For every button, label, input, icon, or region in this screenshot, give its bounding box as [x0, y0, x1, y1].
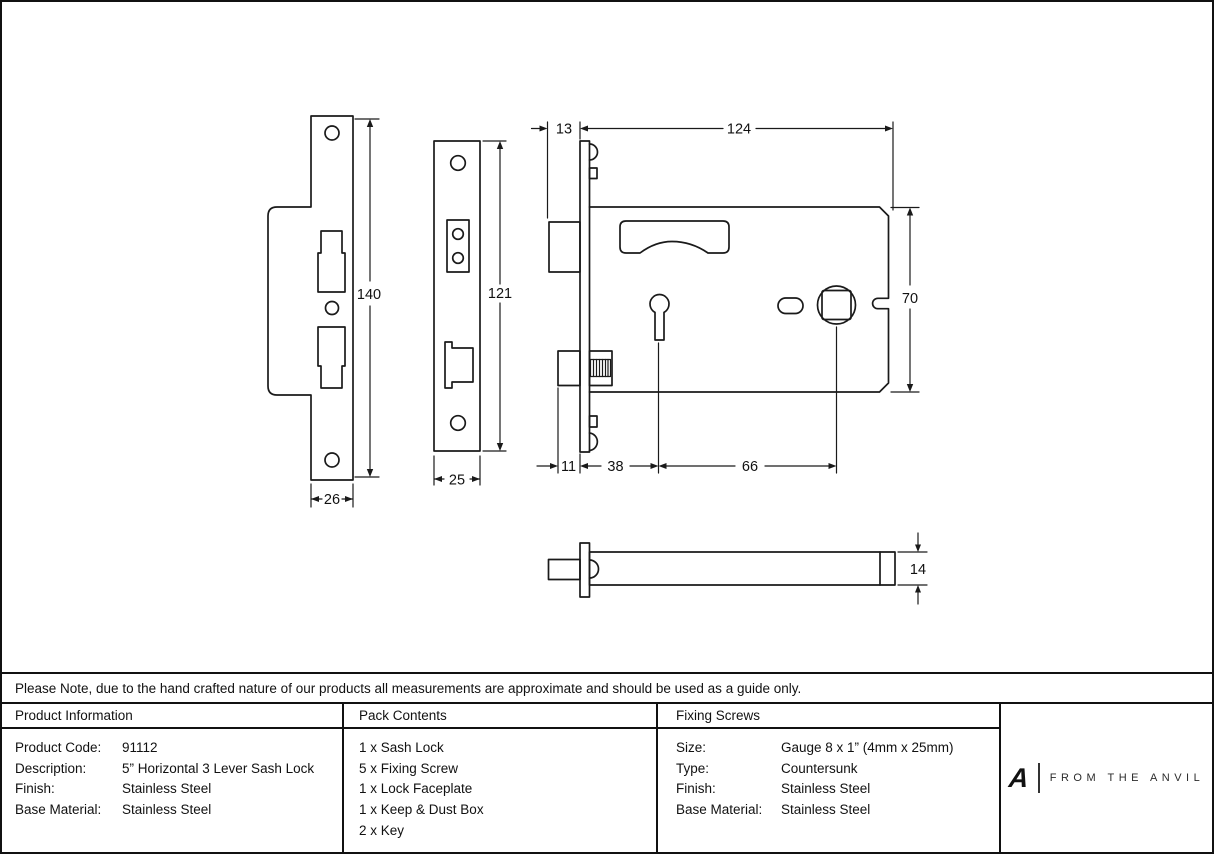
keep-recess-top — [318, 231, 345, 292]
logo-wordmark: FROM THE ANVIL — [1049, 772, 1205, 784]
latch-bolt — [558, 351, 580, 386]
table-row — [15, 800, 342, 821]
keep-screw-hole-top — [325, 126, 339, 140]
row-value: Stainless Steel — [781, 802, 871, 818]
row-label: Size: — [676, 740, 707, 755]
table-row — [676, 738, 999, 759]
dim-14: 14 — [909, 562, 927, 578]
fixing-screws-body — [658, 729, 999, 821]
list-item: 1 x Keep & Dust Box — [359, 802, 484, 818]
keep-recess-bottom — [318, 327, 345, 388]
lock-case-edge — [590, 552, 896, 585]
pack-contents-column — [344, 704, 658, 852]
dim-124: 124 — [726, 121, 752, 138]
note-band — [2, 672, 1212, 704]
row-value: Stainless Steel — [122, 802, 212, 818]
from-the-anvil-logo — [1009, 763, 1204, 793]
dim-140: 140 — [356, 287, 382, 303]
dimension-arrowheads — [311, 119, 921, 593]
pack-contents-header — [344, 704, 656, 729]
list-item: 1 x Sash Lock — [359, 740, 444, 755]
bolt-profile — [549, 560, 581, 580]
keyhole — [650, 295, 669, 340]
row-value: Stainless Steel — [781, 781, 871, 797]
product-information-body — [2, 729, 342, 821]
row-value: 91112 — [122, 740, 158, 755]
row-label: Base Material: — [15, 802, 102, 818]
deadbolt — [549, 222, 580, 272]
dim-38: 38 — [607, 459, 624, 475]
row-label: Finish: — [15, 781, 55, 797]
product-information-title: Product Information — [15, 708, 133, 723]
table-row — [15, 738, 342, 759]
info-table — [2, 704, 1212, 852]
keep-plate-view — [268, 116, 353, 480]
product-information-header — [2, 704, 342, 729]
keep-screw-hole-bottom — [325, 453, 339, 467]
dim-70: 70 — [901, 291, 919, 307]
brand-cell — [1001, 704, 1212, 852]
dim-25: 25 — [448, 472, 466, 489]
list-item: 5 x Fixing Screw — [359, 760, 459, 776]
row-label: Type: — [676, 760, 710, 776]
dim-11: 11 — [560, 459, 577, 475]
row-label: Base Material: — [676, 802, 763, 818]
lock-case-outline — [590, 207, 889, 392]
table-row — [676, 800, 999, 821]
spring-housing — [590, 351, 613, 386]
faceplate-latch-cutout — [445, 342, 473, 388]
row-value: Gauge 8 x 1” (4mm x 25mm) — [781, 740, 954, 755]
dimension-lines — [311, 119, 927, 604]
row-value: Countersunk — [781, 760, 858, 776]
dim-121: 121 — [487, 286, 513, 302]
product-information-column — [2, 704, 344, 852]
faceplate-edge — [580, 141, 590, 452]
row-value: Stainless Steel — [122, 781, 212, 797]
anvil-logo-icon: A — [1007, 762, 1030, 793]
faceplate-screw-hole-bottom — [451, 416, 466, 431]
logo-divider — [1038, 763, 1040, 793]
side-profile-view — [549, 543, 896, 597]
pack-contents-title: Pack Contents — [359, 708, 447, 723]
row-value: 5” Horizontal 3 Lever Sash Lock — [122, 760, 315, 776]
faceplate-view — [434, 141, 480, 451]
table-row — [676, 779, 999, 800]
dim-26: 26 — [323, 492, 341, 508]
dimension-labels — [324, 122, 926, 579]
row-label: Product Code: — [15, 740, 102, 755]
list-item: 1 x Lock Faceplate — [359, 781, 473, 797]
keep-center-hole — [326, 302, 339, 315]
faceplate-screw-hole-top — [451, 156, 466, 171]
handle-slot — [620, 221, 729, 253]
lock-body-view — [549, 141, 889, 452]
table-row — [676, 759, 999, 780]
fixing-screws-column — [658, 704, 1001, 852]
spindle-square — [822, 291, 851, 320]
pack-contents-body — [344, 729, 656, 842]
latch-spring — [591, 360, 611, 377]
spindle-follower — [818, 286, 856, 324]
row-label: Finish: — [676, 781, 716, 797]
oval-hole — [778, 298, 803, 314]
fixing-screws-header — [658, 704, 999, 729]
screw-head-top — [590, 144, 598, 160]
fixing-screws-title: Fixing Screws — [676, 708, 761, 723]
faceplate-bolt-slot — [447, 220, 469, 272]
note-text: Please Note, due to the hand crafted nature of our products all measurements are approximate and should be used as a guide only. — [15, 680, 802, 696]
table-row — [15, 759, 342, 780]
dim-13: 13 — [555, 121, 573, 138]
dim-66: 66 — [741, 459, 759, 475]
row-label: Description: — [15, 760, 87, 776]
screw-head-bottom — [590, 433, 598, 451]
table-row — [15, 779, 342, 800]
list-item: 2 x Key — [359, 822, 405, 838]
faceplate-profile — [580, 543, 590, 597]
